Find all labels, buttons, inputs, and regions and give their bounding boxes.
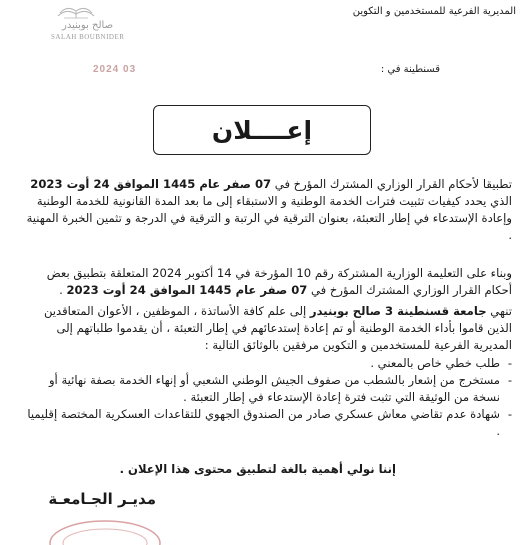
list-item: - شهادة عدم تقاضي معاش عسكري صادر من الصندوق الجهوي للتقاعدات العسكرية المختصة إقليميا . xyxy=(20,406,512,440)
official-seal-icon xyxy=(40,505,170,545)
p3-text-c: إلى علم كافة الأساتذة ، الموظفين ، الأعوان المتعاقدين الذين قاموا بأداء الخدمة الوطنية أو تم إعادة إستدعائهم في إطار التعبئة ، أن يقدموا طلباتهم إلى المديرية الفرعية للمستخدمين و التكوين مرفقين بالوثائق التالية : xyxy=(43,304,512,352)
paragraph-legal-basis xyxy=(20,176,512,244)
city-date-label: قسنطينة في : xyxy=(380,64,440,75)
announcement-title: إعــــلان xyxy=(211,115,313,145)
p3-university: جامعة قسنطينة 3 صالح بوبنيدر xyxy=(309,304,487,318)
p2-text-a: وبناء على التعليمة الوزارية المشتركة رقم 10 المؤرخة في 14 أكتوبر 2024 المتعلقة بتطبيق بعض أحكام القرار الوزاري المشترك المؤرخ في xyxy=(46,266,512,297)
p1-date: 07 صفر عام 1445 الموافق 24 أوت 2023 xyxy=(30,177,272,191)
date-stamp: 2024 03 xyxy=(93,64,137,75)
university-logo xyxy=(18,0,128,44)
p1-text-c: الذي يحدد كيفيات تثبيت فترات الخدمة الوطنية و الاستبقاء إلى ما بعد المدة القانونية للخدمة الوطنية وإعادة الإستدعاء في إطار التعبئة، بعنوان الترقية في الرتبة و الترقية في الدرجة و تثمين الخبرة المهنية . xyxy=(26,194,512,242)
paragraph-instruction xyxy=(20,265,512,299)
signatory-title: مديـر الجـامعـة xyxy=(48,490,156,508)
list-item: - طلب خطي خاص بالمعني . xyxy=(20,355,512,372)
announcement-title-box xyxy=(153,105,371,155)
p2-date: 07 صفر عام 1445 الموافق 24 أوت 2023 xyxy=(66,283,308,297)
closing-statement: إننا نولي أهمية بالغة لتطبيق محتوى هذا الإعلان . xyxy=(119,462,396,476)
paragraph-notice xyxy=(20,303,512,354)
logo-latin-name: SALAH BOUBNIDER xyxy=(51,33,125,41)
p1-text-a: تطبيقا لأحكام القرار الوزاري المشترك المؤرخ في xyxy=(271,177,512,191)
directorate-header: المديرية الفرعية للمستخدمين و التكوين xyxy=(352,6,516,17)
logo-arabic-name: صالح بوبنيدر xyxy=(62,20,114,31)
p3-text-a: تنهي xyxy=(486,304,512,318)
p2-text-c: . xyxy=(59,283,67,297)
list-item: - مستخرج من إشعار بالشطب من صفوف الجيش الوطني الشعبي أو إنهاء الخدمة بصفة نهائية أو نسخة من الوثيقة التي تثبت فترة إعادة الإستدعاء في إطار التعبئة . xyxy=(20,372,512,406)
requirements-list xyxy=(20,355,512,440)
open-book-icon xyxy=(56,2,96,20)
